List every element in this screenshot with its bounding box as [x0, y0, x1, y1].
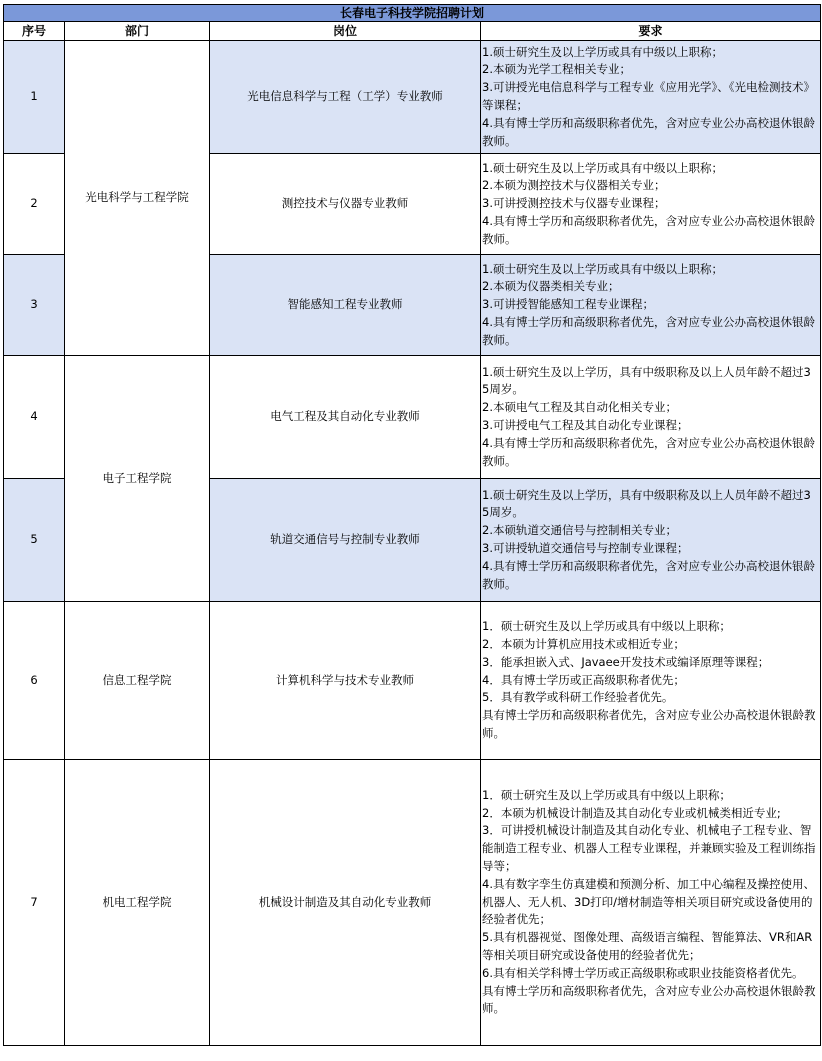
dept-cell: 光电科学与工程学院	[65, 41, 210, 356]
requirement-line: 1．硕士研究生及以上学历或具有中级以上职称；	[482, 619, 731, 634]
requirement-line: 2.本硕为仪器类相关专业；	[482, 279, 620, 294]
requirement-line: 4.具有博士学历和高级职称者优先，含对应专业公办高校退休银龄教师。	[482, 435, 815, 468]
requirement-line: 4．具有博士学历或正高级职称者优先；	[482, 672, 685, 687]
table-row	[4, 41, 821, 154]
requirement-line: 5．具有教学或科研工作经验者优先。	[482, 690, 674, 705]
dept-cell: 机电工程学院	[65, 760, 210, 1046]
seq-cell: 7	[4, 760, 65, 1046]
requirement-line: 4.具有博士学历和高级职称者优先，含对应专业公办高校退休银龄教师。	[482, 558, 815, 591]
requirements-cell	[481, 602, 821, 760]
requirement-line: 2.本硕电气工程及其自动化相关专业；	[482, 400, 677, 415]
requirement-line: 2．本硕为计算机应用技术或相近专业；	[482, 637, 685, 651]
position-cell: 测控技术与仪器专业教师	[210, 154, 481, 255]
seq-cell: 1	[4, 41, 65, 154]
seq-cell: 6	[4, 602, 65, 760]
requirement-line: 具有博士学历和高级职称者优先，含对应专业公办高校退休银龄教师。	[482, 708, 816, 740]
requirement-line: 4.具有博士学历和高级职称者优先，含对应专业公办高校退休银龄教师。	[482, 213, 815, 246]
requirement-line: 3.可讲授智能感知工程专业课程；	[482, 297, 654, 312]
requirement-line: 具有博士学历和高级职称者优先，含对应专业公办高校退休银龄教师。	[482, 983, 816, 1016]
requirements-cell	[481, 154, 821, 255]
requirement-line: 4.具有博士学历和高级职称者优先，含对应专业公办高校退休银龄教师。	[482, 314, 815, 347]
requirement-line: 2．本硕为机械设计制造及其自动化专业或机械类相近专业;	[482, 805, 781, 820]
requirement-line: 1.硕士研究生及以上学历或具有中级以上职称；	[482, 44, 723, 59]
requirements-cell	[481, 760, 821, 1046]
requirement-line: 3．可讲授机械设计制造及其自动化专业、机械电子工程专业、智能制造工程专业、机器人工程专业课程，并兼顾实验及工程训练指导等；	[482, 823, 816, 873]
requirement-line: 3.可讲授轨道交通信号与控制专业课程；	[482, 541, 689, 555]
requirement-line: 1.硕士研究生及以上学历，具有中级职称及以上人员年龄不超过35周岁。	[482, 487, 811, 520]
position-cell: 智能感知工程专业教师	[210, 255, 481, 356]
requirement-line: 2.本硕轨道交通信号与控制相关专业；	[482, 523, 677, 538]
header-seq: 序号	[4, 22, 65, 41]
requirement-line: 4.具有博士学历和高级职称者优先，含对应专业公办高校退休银龄教师。	[482, 115, 815, 148]
requirement-line: 1.硕士研究生及以上学历或具有中级以上职称；	[482, 261, 723, 276]
dept-cell: 电子工程学院	[65, 356, 210, 602]
position-cell: 计算机科学与技术专业教师	[210, 602, 481, 760]
requirements-cell	[481, 255, 821, 356]
requirement-line: 3.可讲授光电信息科学与工程专业《应用光学》、《光电检测技术》等课程；	[482, 80, 815, 112]
header-position: 岗位	[210, 22, 481, 41]
seq-cell: 5	[4, 479, 65, 602]
requirement-line: 1.硕士研究生及以上学历，具有中级职称及以上人员年龄不超过35周岁。	[482, 364, 811, 397]
requirement-line: 6.具有相关学科博士学历或正高级职称或职业技能资格者优先。	[482, 965, 804, 980]
requirement-line: 3.可讲授电气工程及其自动化专业课程；	[482, 418, 689, 432]
seq-cell: 4	[4, 356, 65, 479]
requirement-line: 2.本硕为光学工程相关专业；	[482, 62, 631, 77]
header-dept: 部门	[65, 22, 210, 41]
header-req: 要求	[481, 22, 821, 41]
seq-cell: 2	[4, 154, 65, 255]
requirement-line: 2.本硕为测控技术与仪器相关专业；	[482, 178, 666, 193]
table-title: 长春电子科技学院招聘计划	[4, 5, 821, 22]
table-row	[4, 602, 821, 760]
table-row	[4, 760, 821, 1046]
requirements-cell	[481, 41, 821, 154]
position-cell: 机械设计制造及其自动化专业教师	[210, 760, 481, 1046]
position-cell: 电气工程及其自动化专业教师	[210, 356, 481, 479]
seq-cell: 3	[4, 255, 65, 356]
position-cell: 光电信息科学与工程（工学）专业教师	[210, 41, 481, 154]
requirement-line: 1．硕士研究生及以上学历或具有中级以上职称；	[482, 787, 731, 802]
dept-cell: 信息工程学院	[65, 602, 210, 760]
requirements-cell	[481, 356, 821, 479]
requirement-line: 3．能承担嵌入式、Javaee开发技术或编译原理等课程；	[482, 654, 770, 669]
requirement-line: 1.硕士研究生及以上学历或具有中级以上职称；	[482, 160, 723, 175]
requirement-line: 5.具有机器视觉、图像处理、高级语言编程、智能算法、VR和AR等相关项目研究或设备使用的经验者优先；	[482, 930, 813, 962]
requirements-cell	[481, 479, 821, 602]
requirement-line: 3.可讲授测控技术与仪器专业课程；	[482, 196, 666, 211]
position-cell: 轨道交通信号与控制专业教师	[210, 479, 481, 602]
requirement-line: 4.具有数字孪生仿真建模和预测分析、加工中心编程及操控使用、机器人、无人机、3D打印/增材制造等相关项目研究或设备使用的经验者优先；	[482, 876, 815, 927]
table-row	[4, 356, 821, 479]
recruitment-table	[3, 4, 821, 1046]
